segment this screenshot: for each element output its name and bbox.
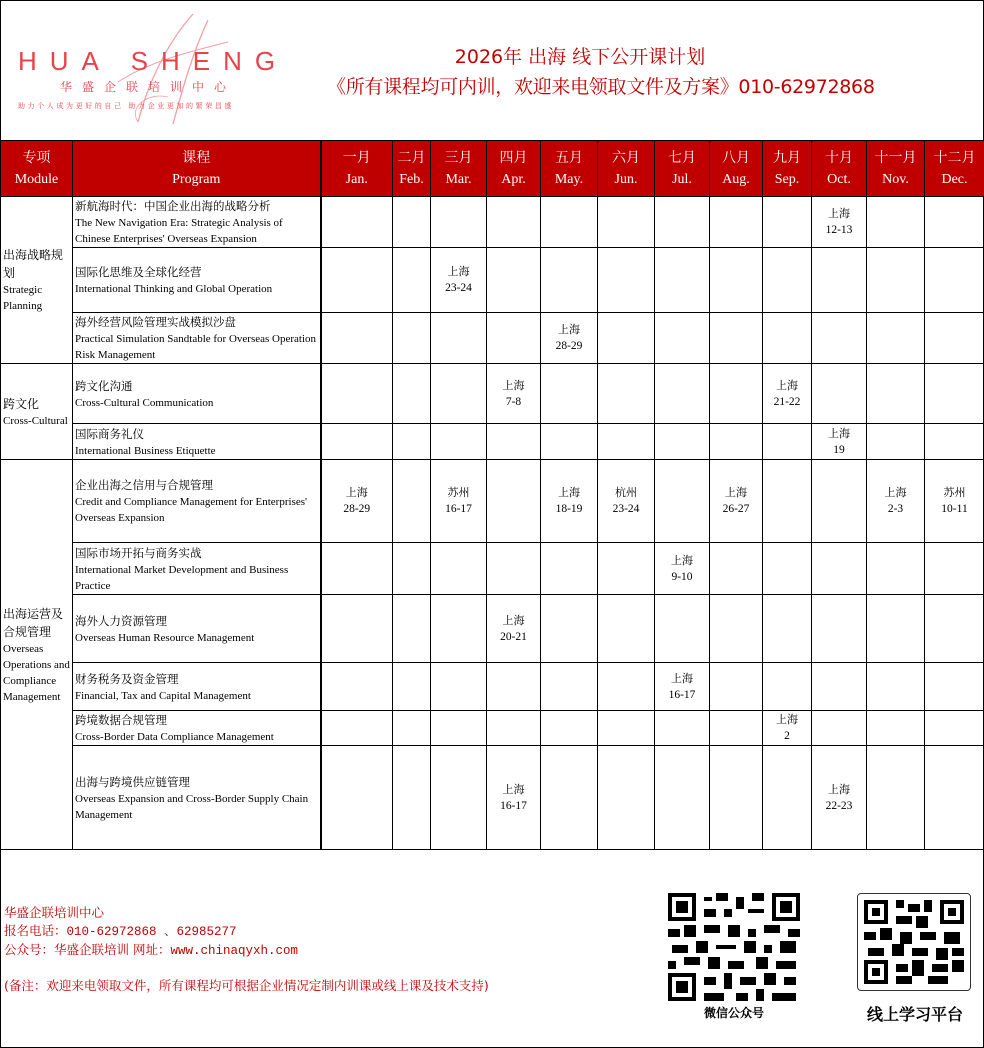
session-cell — [431, 460, 487, 543]
schedule-cell — [763, 197, 812, 248]
schedule-cell — [393, 364, 431, 424]
table-row — [1, 746, 984, 850]
online-platform-qr-code-icon — [864, 900, 964, 984]
schedule-cell — [710, 313, 763, 364]
session-date: 20-21 — [500, 630, 527, 643]
schedule-cell — [812, 543, 867, 595]
schedule-cell — [867, 197, 925, 248]
session-city: 上海 — [725, 486, 747, 499]
session-city: 上海 — [828, 782, 850, 796]
schedule-cell — [393, 543, 431, 595]
schedule-cell — [431, 543, 487, 595]
schedule-cell — [867, 543, 925, 595]
schedule-cell — [867, 711, 925, 746]
phone-line: 报名电话：010-62972868 、62985277 — [4, 923, 237, 939]
schedule-cell — [925, 543, 984, 595]
schedule-cell — [925, 364, 984, 424]
session-date: 28-29 — [555, 340, 583, 352]
schedule-cell — [431, 197, 487, 248]
module-strategic-planning: 出海战略规划 Strategic Planning — [1, 197, 73, 364]
schedule-cell — [393, 313, 431, 364]
program-cell — [73, 364, 321, 424]
header-month-feb: 二月 Feb. — [393, 141, 431, 197]
header-program: 课程 Program — [73, 141, 321, 197]
schedule-cell — [598, 364, 655, 424]
schedule-cell — [867, 424, 925, 460]
session-city: 苏州 — [447, 486, 470, 499]
program-cell — [73, 543, 321, 595]
schedule-cell — [393, 711, 431, 746]
program-cell — [73, 595, 321, 663]
session-cell — [812, 746, 867, 850]
session-cell — [655, 663, 710, 711]
schedule-cell — [925, 313, 984, 364]
schedule-cell — [598, 543, 655, 595]
logo-brand-text: HUA SHENG — [18, 46, 289, 76]
schedule-cell — [655, 746, 710, 850]
schedule-cell — [598, 313, 655, 364]
session-cell — [763, 364, 812, 424]
program-cell — [73, 424, 321, 460]
session-date: 21-22 — [773, 395, 801, 408]
schedule-cell — [925, 248, 984, 313]
session-city: 上海 — [776, 378, 798, 392]
page-subtitle: 《所有课程均可内训，欢迎来电领取文件及方案》010-62972868 — [327, 76, 875, 98]
schedule-cell — [321, 746, 393, 850]
schedule-cell — [321, 364, 393, 424]
program-cell — [73, 248, 321, 313]
session-date: 16-17 — [445, 503, 472, 515]
header-month-mar: 三月 Mar. — [431, 141, 487, 197]
program-cell — [73, 663, 321, 711]
header-month-dec: 十二月 Dec. — [925, 141, 984, 197]
module-overseas-operations: 出海运营及合规管理 Overseas Operations and Compliance Management — [1, 460, 73, 850]
program-cell — [73, 711, 321, 746]
schedule-cell — [393, 197, 431, 248]
schedule-cell — [763, 248, 812, 313]
schedule-cell — [321, 313, 393, 364]
schedule-cell — [812, 248, 867, 313]
schedule-cell — [763, 424, 812, 460]
schedule-table — [0, 140, 984, 850]
program-cell — [73, 313, 321, 364]
program-name-en: International Business Etiquette — [75, 444, 216, 457]
session-city: 上海 — [502, 782, 525, 796]
header-month-jun: 六月 Jun. — [598, 141, 655, 197]
session-cell — [812, 424, 867, 460]
schedule-cell — [763, 313, 812, 364]
header-month-jan: 一月 Jan. — [321, 141, 393, 197]
schedule-cell — [867, 313, 925, 364]
program-name-en: Practical Simulation Sandtable for Overseas Operation Risk Management — [75, 333, 317, 361]
schedule-cell — [812, 595, 867, 663]
schedule-cell — [541, 663, 598, 711]
header-module: 专项 Module — [1, 141, 73, 197]
session-date: 7-8 — [505, 395, 522, 408]
program-name-cn: 新航海时代：中国企业出海的战略分析 — [75, 199, 271, 213]
program-name-cn: 海外经营风险管理实战模拟沙盘 — [75, 315, 236, 329]
schedule-cell — [710, 543, 763, 595]
schedule-cell — [710, 595, 763, 663]
session-city: 上海 — [671, 553, 693, 567]
hua-sheng-logo — [18, 12, 298, 127]
schedule-cell — [321, 595, 393, 663]
schedule-cell — [812, 313, 867, 364]
schedule-cell — [321, 197, 393, 248]
session-city: 上海 — [345, 486, 368, 499]
session-date: 23-24 — [445, 282, 472, 294]
schedule-cell — [541, 424, 598, 460]
program-name-en: Financial, Tax and Capital Management — [75, 689, 251, 702]
schedule-cell — [541, 711, 598, 746]
table-row — [1, 711, 984, 746]
schedule-cell — [655, 595, 710, 663]
schedule-cell — [867, 663, 925, 711]
session-cell — [867, 460, 925, 543]
session-cell — [812, 197, 867, 248]
schedule-cell — [431, 364, 487, 424]
wechat-qr-label: 微信公众号 — [703, 1006, 764, 1020]
program-name-cn: 海外人力资源管理 — [75, 613, 167, 628]
session-date: 9-10 — [671, 570, 693, 583]
schedule-cell — [431, 595, 487, 663]
schedule-cell — [393, 424, 431, 460]
header-month-may: 五月 May. — [541, 141, 598, 197]
schedule-cell — [393, 663, 431, 711]
header-month-jul: 七月 Jul. — [655, 141, 710, 197]
schedule-cell — [812, 364, 867, 424]
schedule-cell — [598, 595, 655, 663]
session-cell — [598, 460, 655, 543]
session-date: 12-13 — [825, 224, 853, 236]
header-month-apr: 四月 Apr. — [487, 141, 541, 197]
schedule-cell — [867, 595, 925, 663]
program-name-en: Overseas Expansion and Cross-Border Supply Chain Management — [75, 792, 309, 821]
table-row — [1, 663, 984, 711]
schedule-cell — [487, 248, 541, 313]
session-date: 19 — [833, 443, 845, 456]
table-row — [1, 248, 984, 313]
schedule-cell — [710, 248, 763, 313]
session-cell — [710, 460, 763, 543]
schedule-cell — [867, 746, 925, 850]
schedule-cell — [655, 313, 710, 364]
program-name-cn: 国际商务礼仪 — [75, 426, 144, 441]
schedule-cell — [655, 248, 710, 313]
program-name-en: International Market Development and Business Practice — [75, 563, 289, 592]
schedule-cell — [321, 543, 393, 595]
session-city: 上海 — [828, 207, 850, 220]
session-cell — [925, 460, 984, 543]
schedule-cell — [431, 424, 487, 460]
session-date: 26-27 — [722, 503, 750, 515]
schedule-cell — [487, 197, 541, 248]
schedule-cell — [655, 711, 710, 746]
session-date: 16-17 — [668, 688, 696, 701]
schedule-cell — [541, 197, 598, 248]
session-cell — [487, 746, 541, 850]
schedule-cell — [431, 313, 487, 364]
session-date: 22-23 — [825, 799, 853, 812]
session-cell — [487, 364, 541, 424]
session-cell — [321, 460, 393, 543]
table-row — [1, 197, 984, 248]
schedule-cell — [541, 364, 598, 424]
session-city: 上海 — [502, 613, 525, 627]
session-date: 28-29 — [343, 503, 371, 515]
schedule-cell — [925, 595, 984, 663]
schedule-cell — [541, 248, 598, 313]
schedule-cell — [487, 543, 541, 595]
schedule-cell — [598, 711, 655, 746]
session-city: 上海 — [558, 323, 580, 336]
schedule-cell — [710, 711, 763, 746]
schedule-cell — [710, 364, 763, 424]
schedule-cell — [763, 543, 812, 595]
wechat-qr-code-icon[interactable] — [668, 893, 800, 1001]
schedule-cell — [925, 424, 984, 460]
program-name-cn: 出海与跨境供应链管理 — [75, 774, 190, 789]
session-date: 2-3 — [887, 503, 904, 515]
schedule-cell — [393, 248, 431, 313]
session-city: 上海 — [884, 486, 907, 499]
program-name-cn: 财务税务及资金管理 — [75, 671, 179, 686]
schedule-cell — [710, 746, 763, 850]
schedule-cell — [487, 313, 541, 364]
schedule-cell — [598, 248, 655, 313]
schedule-cell — [925, 746, 984, 850]
schedule-cell — [487, 460, 541, 543]
schedule-cell — [867, 248, 925, 313]
schedule-cell — [598, 663, 655, 711]
session-cell — [431, 248, 487, 313]
session-city: 上海 — [671, 671, 693, 685]
schedule-cell — [431, 711, 487, 746]
phone-numbers: 010-62972868 、62985277 — [66, 925, 237, 939]
program-cell — [73, 460, 321, 543]
program-name-en: The New Navigation Era: Strategic Analysis of Chinese Enterprises' Overseas Expansion — [75, 217, 283, 245]
schedule-cell — [541, 543, 598, 595]
program-cell — [73, 197, 321, 248]
program-name-cn: 企业出海之信用与合规管理 — [75, 478, 213, 492]
program-name-en: Cross-Border Data Compliance Management — [75, 731, 274, 743]
schedule-cell — [541, 595, 598, 663]
session-date: 16-17 — [500, 799, 527, 812]
table-row — [1, 595, 984, 663]
contact-info — [4, 904, 298, 960]
footer-note: (备注：欢迎来电领取文件，所有课程均可根据企业情况定制内训课或线上课及技术支持) — [4, 978, 489, 993]
program-name-cn: 国际市场开拓与商务实战 — [75, 545, 202, 560]
session-cell — [541, 313, 598, 364]
session-city: 苏州 — [943, 486, 966, 499]
schedule-cell — [867, 364, 925, 424]
schedule-cell — [710, 424, 763, 460]
program-name-cn: 国际化思维及全球化经营 — [75, 265, 202, 279]
header-month-sep: 九月 Sep. — [763, 141, 812, 197]
program-name-cn: 跨境数据合规管理 — [75, 713, 167, 727]
schedule-cell — [487, 424, 541, 460]
schedule-cell — [925, 663, 984, 711]
schedule-cell — [812, 663, 867, 711]
online-platform-qr-label: 线上学习平台 — [866, 1005, 963, 1024]
session-city: 杭州 — [615, 486, 637, 499]
schedule-cell — [431, 663, 487, 711]
wechat-line: 公众号：华盛企联培训 网址：www.chinaqyxh.com — [4, 942, 299, 958]
session-cell — [655, 543, 710, 595]
session-city: 上海 — [447, 265, 470, 278]
table-row — [1, 543, 984, 595]
table-row — [1, 313, 984, 364]
session-date: 10-11 — [941, 503, 968, 515]
schedule-cell — [321, 248, 393, 313]
session-cell — [541, 460, 598, 543]
program-name-en: Credit and Compliance Management for Enterprises' Overseas Expansion — [75, 496, 307, 524]
program-name-en: Overseas Human Resource Management — [75, 631, 255, 644]
logo-brand-cn: 华盛企联培训中心 — [60, 80, 237, 94]
session-date: 18-19 — [555, 503, 583, 515]
table-header-row — [1, 141, 984, 197]
session-date: 2 — [784, 730, 790, 742]
session-city: 上海 — [828, 426, 850, 440]
schedule-cell — [598, 424, 655, 460]
header-month-nov: 十一月 Nov. — [867, 141, 925, 197]
session-date: 23-24 — [612, 503, 640, 515]
session-city: 上海 — [558, 486, 580, 499]
schedule-cell — [321, 711, 393, 746]
website-link[interactable]: www.chinaqyxh.com — [170, 944, 299, 958]
header-month-oct: 十月 Oct. — [812, 141, 867, 197]
schedule-cell — [655, 424, 710, 460]
program-name-cn: 跨文化沟通 — [75, 378, 133, 393]
schedule-cell — [321, 424, 393, 460]
schedule-cell — [541, 746, 598, 850]
table-row — [1, 364, 984, 424]
schedule-cell — [655, 460, 710, 543]
schedule-cell — [487, 663, 541, 711]
schedule-cell — [655, 197, 710, 248]
schedule-cell — [487, 711, 541, 746]
schedule-cell — [321, 663, 393, 711]
schedule-cell — [925, 197, 984, 248]
session-cell — [763, 711, 812, 746]
schedule-cell — [431, 746, 487, 850]
schedule-cell — [812, 460, 867, 543]
session-city: 上海 — [776, 713, 798, 726]
schedule-cell — [763, 663, 812, 711]
table-row — [1, 460, 984, 543]
module-cross-cultural: 跨文化 Cross-Cultural — [1, 364, 73, 460]
schedule-cell — [925, 711, 984, 746]
schedule-cell — [393, 595, 431, 663]
schedule-cell — [393, 746, 431, 850]
program-name-en: International Thinking and Global Operation — [75, 283, 273, 295]
logo-slogan: 助力个人成为更好的自己 助力企业更加的繁荣昌盛 — [18, 102, 235, 110]
table-row — [1, 424, 984, 460]
page-title: 2026年 出海 线下公开课计划 — [454, 46, 706, 68]
schedule-cell — [598, 746, 655, 850]
online-platform-qr-frame[interactable] — [857, 893, 971, 991]
session-city: 上海 — [502, 378, 525, 392]
schedule-cell — [655, 364, 710, 424]
program-name-en: Cross-Cultural Communication — [75, 396, 214, 409]
schedule-cell — [710, 663, 763, 711]
session-cell — [487, 595, 541, 663]
schedule-cell — [763, 746, 812, 850]
header-month-aug: 八月 Aug. — [710, 141, 763, 197]
org-name: 华盛企联培训中心 — [4, 905, 105, 920]
schedule-cell — [393, 460, 431, 543]
schedule-cell — [763, 595, 812, 663]
schedule-cell — [763, 460, 812, 543]
schedule-cell — [812, 711, 867, 746]
schedule-cell — [710, 197, 763, 248]
program-cell — [73, 746, 321, 850]
schedule-cell — [598, 197, 655, 248]
